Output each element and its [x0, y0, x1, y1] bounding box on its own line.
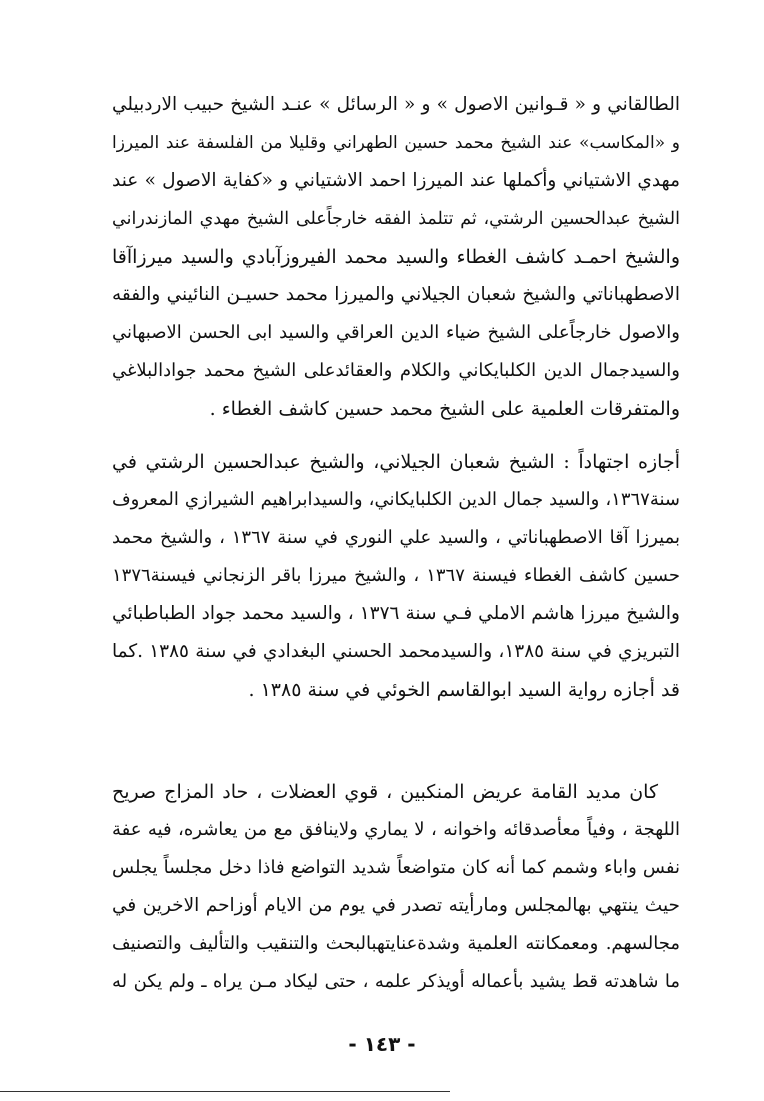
text-line: والاصول خارجاًعلى الشيخ ضياء الدين العراقي والسيد ابى الحسن الاصبهاني	[112, 322, 680, 343]
text-line: سنة١٣٦٧، والسيد جمال الدين الكلبايكاني، والسيدابراهيم الشيرازي المعروف	[112, 489, 680, 510]
text-line: أجازه اجتهاداً : الشيخ شعبان الجيلاني، والشيخ عبدالحسين الرشتي في	[112, 451, 680, 473]
text-line: الطالقاني و « قـوانين الاصول » و « الرسائل » عنـد الشيخ حبيب الاردبيلي	[112, 94, 680, 115]
text-line: اللهجة ، وفياً معأصدقائه واخوانه ، لا يماري ولاينافق مع من يعاشره، فيه عفة	[112, 819, 680, 840]
text-line: والشيخ احمـد كاشف الغطاء والسيد محمد الفيروزآبادي والسيد ميرزاآقا	[112, 246, 680, 268]
text-line: حسين كاشف الغطاء فيسنة ١٣٦٧ ، والشيخ ميرزا باقر الزنجاني فيسنة١٣٧٦	[112, 565, 680, 586]
text-line: الاصطهباناتي والشيخ شعبان الجيلاني والميرزا محمد حسيـن النائيني والفقه	[112, 284, 680, 305]
paragraph-character	[112, 773, 680, 1001]
text-line: كان مديد القامة عريض المنكبين ، قوي العضلات ، حاد المزاج صريح	[112, 781, 658, 803]
text-line: قد أجازه رواية السيد ابوالقاسم الخوئي في سنة ١٣٨٥ .	[248, 679, 680, 701]
text-line: مهدي الاشتياني وأكملها عند الميرزا احمد الاشتياني و «كفاية الاصول » عند	[112, 170, 680, 191]
paragraph-teachers	[112, 86, 680, 428]
page-number: - ١٤٣ -	[348, 1032, 416, 1056]
text-line: التبريزي في سنة ١٣٨٥، والسيدمحمد الحسني البغدادي في سنة ١٣٨٥ .كما	[112, 641, 680, 662]
text-line: والشيخ ميرزا هاشم الاملي فـي سنة ١٣٧٦ ، والسيد محمد جواد الطباطبائي	[112, 603, 680, 624]
text-line: والسيدجمال الدين الكلبايكاني والكلام والعقائدعلى الشيخ محمد جوادالبلاغي	[112, 360, 680, 381]
text-line: و «المكاسب» عند الشيخ محمد حسين الطهراني وقليلا من الفلسفة عند الميرزا	[112, 133, 680, 153]
text-line: والمتفرقات العلمية على الشيخ محمد حسين كاشف الغطاء .	[209, 398, 680, 420]
text-line: بميرزا آقا الاصطهباناتي ، والسيد علي النوري في سنة ١٣٦٧ ، والشيخ محمد	[112, 527, 680, 548]
text-line: حيث ينتهي بهالمجلس ومارأيته تصدر في يوم من الايام أوزاحم الاخرين في	[112, 895, 680, 916]
text-line: ما شاهدته قط يشيد بأعماله أويذكر علمه ، حتى ليكاد مـن يراه ـ ولم يكن له	[112, 971, 680, 992]
text-line: مجالسهم. ومعمكانته العلمية وشدةعنايتهبالبحث والتنقيب والتأليف والتصنيف	[112, 933, 680, 954]
text-line: الشيخ عبدالحسين الرشتي، ثم تتلمذ الفقه خارجاًعلى الشيخ مهدي المازندراني	[112, 209, 680, 229]
text-line: نفس واباء وشمم كما أنه كان متواضعاً شديد التواضع فاذا دخل مجلساً يجلس	[112, 857, 680, 878]
paragraph-licenses	[112, 443, 680, 709]
bottom-rule	[0, 1091, 450, 1092]
